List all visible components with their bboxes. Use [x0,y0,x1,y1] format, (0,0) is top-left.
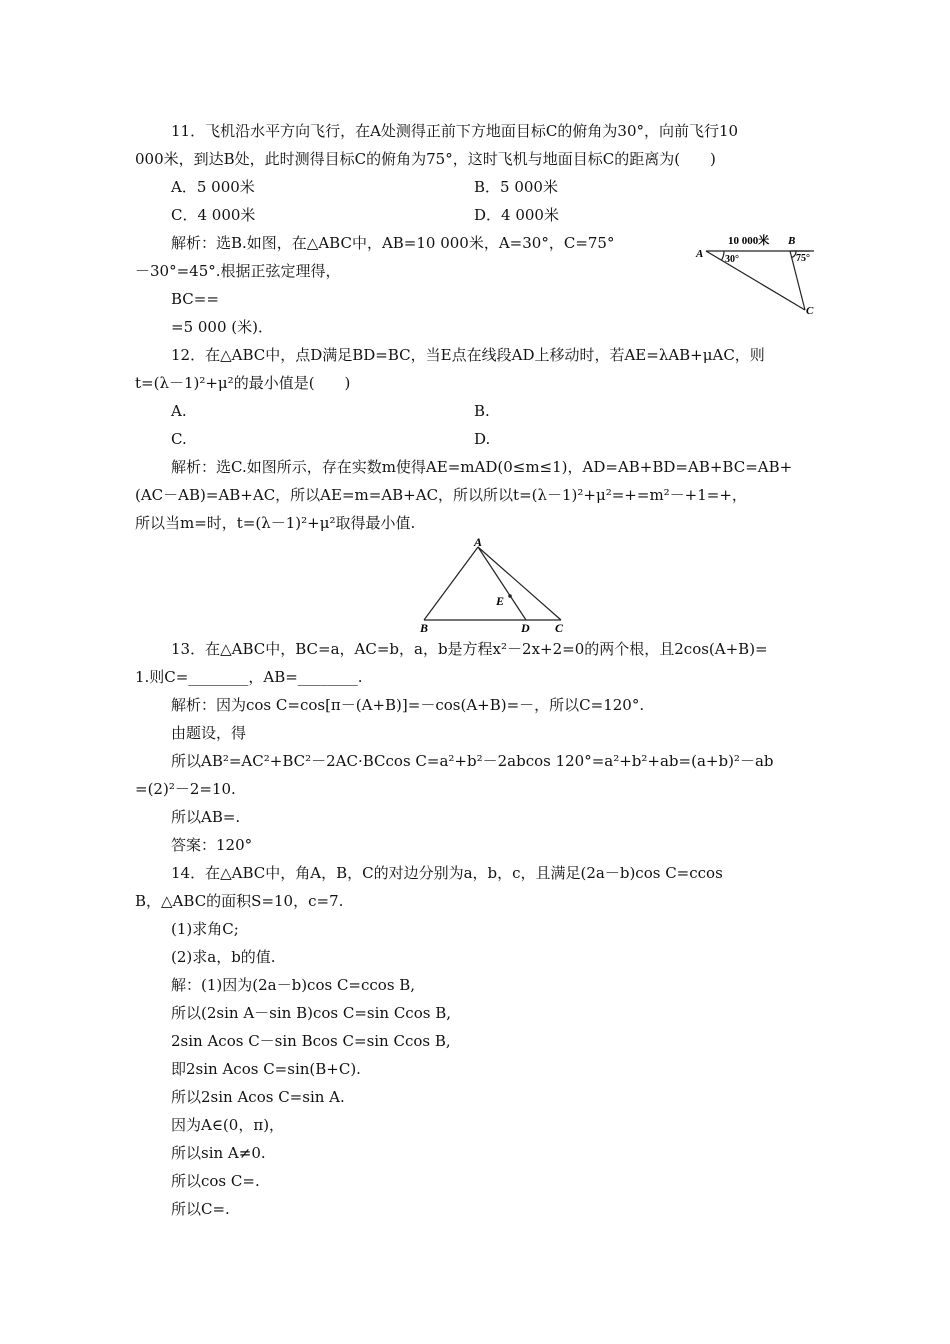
q12-stem-line-1: 12．在△ABC中，点D满足BD=BC，当E点在线段AD上移动时，若AE=λAB+μAC，则 [171,346,765,364]
q11-figure-angle-b: 75° [796,253,810,264]
q12-triangle-figure [412,535,582,635]
q14-stem-line-1: 14．在△ABC中，角A，B，C的对边分别为a，b，c，且满足(2a－b)cos C=ccos [171,864,723,882]
q13-answer: 答案：120° [171,836,253,854]
q14-solution-line-2: 所以(2sin A－sin B)cos C=sin Ccos B, [171,1004,451,1022]
q14-solution-line-9: 所以C=. [171,1200,230,1218]
q12-option-d: D. [474,430,491,448]
q11-option-d: D．4 000米 [474,206,559,224]
q12-option-b: B. [474,402,490,420]
q12-figure-label-d: D [521,621,530,635]
q11-option-a: A．5 000米 [171,178,255,196]
q14-part-2: (2)求a，b的值. [171,948,276,966]
q12-stem-line-2: t=(λ－1)²+μ²的最小值是( ) [135,374,351,392]
q14-solution-line-4: 即2sin Acos C=sin(B+C). [171,1060,361,1078]
q12-option-a: A. [171,402,187,420]
q14-solution-line-1: 解：(1)因为(2a－b)cos C=ccos B, [171,976,416,994]
q13-stem-line-1: 13．在△ABC中，BC=a，AC=b，a，b是方程x²－2x+2=0的两个根，且2cos(A+B)= [171,640,768,658]
q11-option-c: C．4 000米 [171,206,256,224]
q13-solution-line-4: =(2)²－2=10. [135,780,236,798]
q14-solution-line-6: 因为A∈(0，π)， [171,1116,285,1134]
q11-solution-line-1: 解析：选B.如图，在△ABC中，AB=10 000米，A=30°，C=75° [171,234,615,252]
q12-option-c: C. [171,430,187,448]
q12-figure-label-e: E [496,594,505,608]
q11-triangle-figure [692,228,822,320]
q11-figure-label-b: B [788,235,796,247]
q11-figure-label-a: A [696,248,704,260]
q14-solution-line-8: 所以cos C=. [171,1172,260,1190]
q14-part-1: (1)求角C; [171,920,239,938]
q11-solution-line-2: －30°=45°.根据正弦定理得， [135,262,341,280]
q12-solution-line-2: (AC－AB)=AB+AC，所以AE=m=AB+AC，所以所以t=(λ－1)²+μ²=+=m²－+1=+， [135,486,747,504]
q12-solution-line-1: 解析：选C.如图所示，存在实数m使得AE=mAD(0≤m≤1)，AD=AB+BD=AB+BC=AB+ [171,458,793,476]
q13-solution-line-5: 所以AB=. [171,808,241,826]
q13-stem-line-2: 1.则C=________，AB=________. [135,668,363,686]
q14-stem-line-2: B，△ABC的面积S=10，c=7. [135,892,344,910]
q11-figure-label-c: C [806,305,814,317]
q13-solution-line-3: 所以AB²=AC²+BC²－2AC·BCcos C=a²+b²－2abcos 120°=a²+b²+ab=(a+b)²－ab [171,752,774,770]
q14-solution-line-7: 所以sin A≠0. [171,1144,266,1162]
q11-solution-line-3: BC== [171,290,219,308]
q13-solution-line-2: 由题设，得 [171,724,247,742]
q12-figure-label-a: A [474,535,483,549]
q11-stem-line-1: 11．飞机沿水平方向飞行，在A处测得正前下方地面目标C的俯角为30°，向前飞行10 [171,122,739,140]
q14-solution-line-3: 2sin Acos C－sin Bcos C=sin Ccos B, [171,1032,451,1050]
q11-option-b: B．5 000米 [474,178,558,196]
q13-solution-line-1: 解析：因为cos C=cos[π－(A+B)]=－cos(A+B)=－，所以C=120°. [171,696,645,714]
q11-solution-line-4: =5 000 (米)． [171,318,273,336]
q12-figure-label-b: B [420,621,429,635]
q14-solution-line-5: 所以2sin Acos C=sin A. [171,1088,345,1106]
q12-figure-label-c: C [555,621,564,635]
q11-figure-top-label: 10 000米 [728,235,770,247]
q11-figure-angle-a: 30° [725,254,739,265]
q12-solution-line-3: 所以当m=时，t=(λ－1)²+μ²取得最小值. [135,514,416,532]
q11-stem-line-2: 000米，到达B处，此时测得目标C的俯角为75°，这时飞机与地面目标C的距离为( ) [135,150,716,168]
